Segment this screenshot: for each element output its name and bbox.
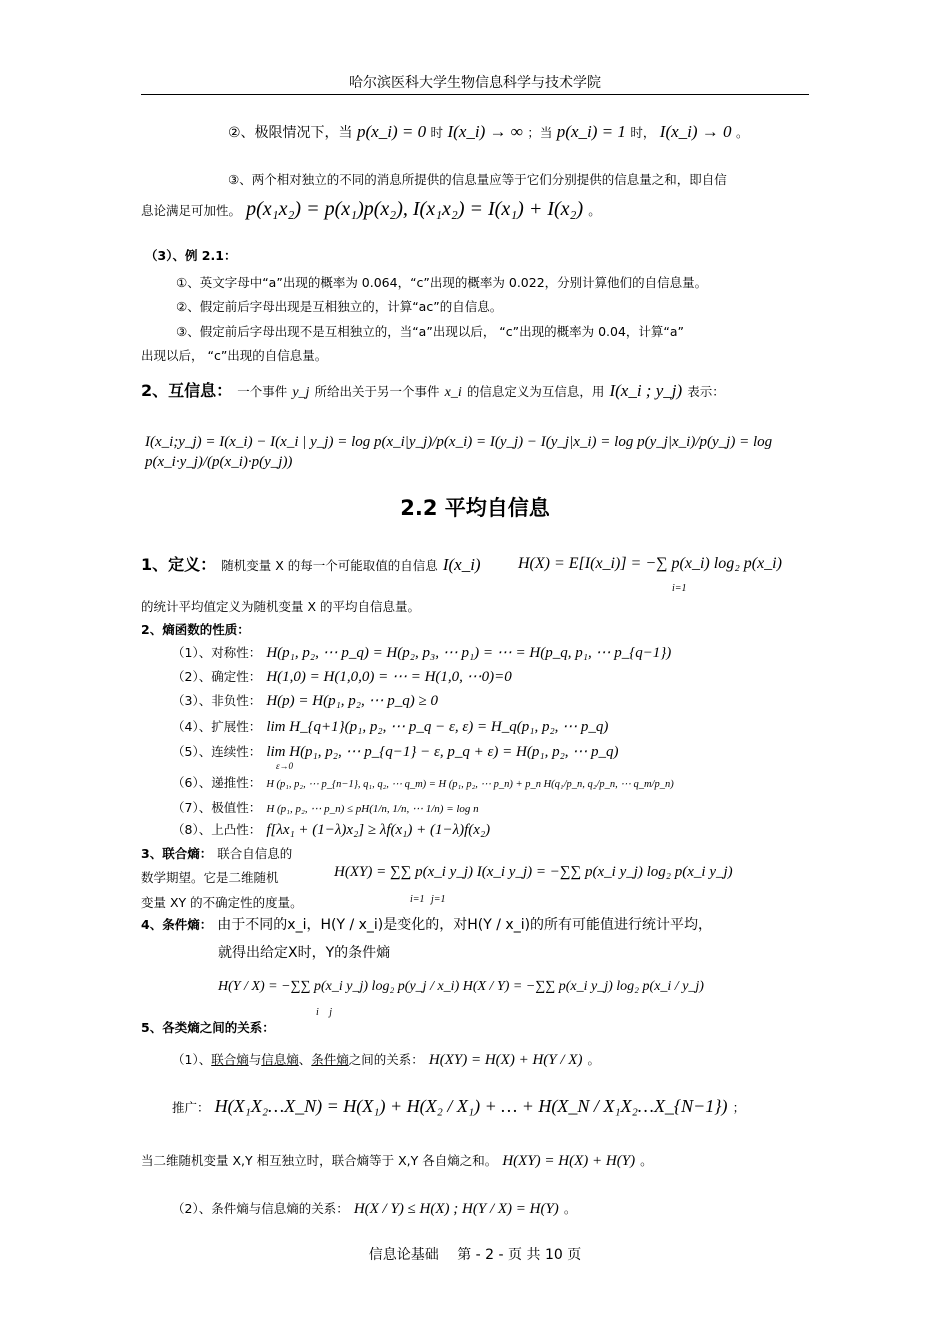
entropy-definition-formula: H(X) = E[I(x_i)] = −∑ p(x_i) log₂ p(x_i): [518, 555, 782, 572]
example-q2: ②、假定前后字母出现是互相独立的，计算“ac”的自信息。: [176, 299, 503, 314]
prop-formula: lim H(p₁, p₂, ⋯ p_{q−1} − ε, p_q + ε) = H(p₁, p₂, ⋯ p_q): [266, 744, 619, 760]
joint-entropy-line1: [141, 843, 292, 862]
entropy-prop-4: [172, 716, 608, 736]
definition-line: [141, 552, 481, 575]
prop-formula: H (p₁, p₂, ⋯ p_{n−1}, q₁, q₂, ⋯ q_m) = H (p₁, p₂, ⋯ p_n) + p_n H(q₁/p_n, q₂/p_n, ⋯ q_m/p_n): [266, 779, 674, 790]
formula: I(x_i) → ∞: [447, 122, 523, 141]
formula: H(XY) = H(X) + H(Y / X): [428, 1052, 583, 1068]
section-heading: 1、定义：: [141, 555, 217, 574]
formula: y_j: [292, 385, 310, 400]
text: 。: [736, 125, 749, 140]
header-divider: [141, 94, 809, 95]
prop-label: （1）、对称性：: [172, 645, 262, 660]
text: 。: [640, 1153, 653, 1168]
prop-label: （8）、上凸性：: [172, 822, 262, 837]
formula: p(x_i) = 1: [556, 122, 626, 141]
text: ②、极限情况下，当: [228, 125, 353, 141]
entropy-prop-7: [172, 797, 479, 816]
formula: I(x_i): [442, 555, 481, 574]
prop-formula: H(p) = H(p₁, p₂, ⋯ p_q) ≥ 0: [266, 693, 438, 709]
formula: I(x_i) → 0: [659, 122, 732, 141]
property-2-line: [228, 122, 749, 142]
text: 、: [298, 1052, 312, 1067]
joint-entropy-line3: 变量 XY 的不确定性的度量。: [141, 895, 303, 910]
prop-label: （7）、极值性：: [172, 800, 262, 815]
formula: H(X₁X₂…X_N) = H(X₁) + H(X₂ / X₁) + … + H(X_N / X₁X₂…X_{N−1}): [214, 1096, 728, 1116]
text: 时，: [630, 125, 656, 140]
joint-entropy-indices: i=1 j=1: [410, 894, 446, 905]
property-3-line1: ③、两个相对独立的不同的消息所提供的信息量应等于它们分别提供的信息量之和，即自信: [228, 172, 727, 187]
text: 。: [587, 1052, 601, 1067]
conditional-entropy-line2: 就得出给定X时，Y的条件熵: [218, 945, 391, 961]
text: 联合自信息的: [217, 846, 293, 861]
text: ；: [732, 1100, 746, 1115]
entropy-prop-1: [172, 642, 671, 662]
prop-label: （4）、扩展性：: [172, 719, 262, 734]
relation-1-line: [172, 1049, 600, 1069]
joint-entropy-formula: H(XY) = ∑∑ p(x_i y_j) I(x_i y_j) = −∑∑ p(x_i y_j) log₂ p(x_i y_j): [334, 864, 733, 880]
joint-entropy-line2: 数学期望。它是二维随机: [141, 870, 279, 885]
prop-label: （2）、确定性：: [172, 669, 262, 684]
entropy-props-title: 2、熵函数的性质：: [141, 622, 250, 637]
section-heading: 4、条件熵：: [141, 917, 213, 932]
text: 息论满足可加性。: [141, 203, 242, 218]
example-title: （3）、例 2.1：: [145, 248, 237, 263]
text: 由于不同的x_i，H(Y / x_i)是变化的，对H(Y / x_i)的所有可能值进行统计平均，: [217, 917, 713, 933]
text: 所给出关于另一个事件: [314, 384, 440, 399]
underlined-term: 条件熵: [311, 1052, 349, 1067]
entropy-prop-2: [172, 666, 512, 686]
example-q3-line2: 出现以后， “c”出现的自信息量。: [141, 348, 328, 363]
text: 。: [588, 203, 601, 218]
section-heading: 3、联合熵：: [141, 846, 213, 861]
definition-line2: 的统计平均值定义为随机变量 X 的平均自信息量。: [141, 599, 421, 614]
sum-index: i=1: [672, 583, 687, 594]
underlined-term: 联合熵: [211, 1052, 249, 1067]
example-q3-line1: ③、假定前后字母出现不是互相独立的，当“a”出现以后， “c”出现的概率为 0.04，计算“a”: [176, 324, 685, 339]
text: 之间的关系：: [348, 1052, 424, 1067]
text: ；当: [527, 125, 553, 140]
independence-line: [141, 1150, 653, 1170]
relations-title: 5、各类熵之间的关系：: [141, 1020, 275, 1035]
prop-formula: H(1,0) = H(1,0,0) = ⋯ = H(1,0, ⋯0)=0: [266, 669, 512, 685]
text: 时: [430, 125, 444, 140]
text: 一个事件: [237, 384, 288, 399]
text: 表示：: [687, 384, 725, 399]
text: 推广：: [172, 1100, 210, 1115]
prop-formula: H (p₁, p₂, ⋯ p_n) ≤ pH(1/n, 1/n, ⋯ 1/n) = log n: [266, 803, 479, 815]
conditional-entropy-indices: i j: [316, 1007, 333, 1018]
prop-label: （5）、连续性：: [172, 744, 262, 759]
entropy-prop-6: [172, 772, 674, 791]
formula: p(x_i) = 0: [357, 122, 427, 141]
text: （2）、条件熵与信息熵的关系：: [172, 1201, 349, 1216]
text: 随机变量 X 的每一个可能取值的自信息: [221, 558, 438, 573]
mutual-info-formula: I(x_i;y_j) = I(x_i) − I(x_i | y_j) = log p(x_i|y_j)/p(x_i) = I(y_j) − I(y_j|x_i) = log p(y_j|x_i)/p(y_j) = log p(x_i·y_j)/(p(x_i)·p(y_j)): [145, 434, 773, 470]
example-q1: ①、英文字母中“a”出现的概率为 0.064，“c”出现的概率为 0.022，分别计算他们的自信息量。: [176, 275, 708, 290]
formula: H(XY) = H(X) + H(Y): [502, 1153, 636, 1169]
mutual-info-line: [141, 378, 725, 401]
page-header: 哈尔滨医科大学生物信息科学与技术学院: [349, 75, 601, 91]
page-footer: 信息论基础 第 - 2 - 页 共 10 页: [368, 1247, 582, 1263]
generalization-line: [172, 1096, 745, 1117]
underlined-term: 信息熵: [261, 1052, 299, 1067]
section-title: 2.2 平均自信息: [400, 496, 550, 520]
prop-label: （3）、非负性：: [172, 693, 262, 708]
additivity-formula: p(x₁x₂) = p(x₁)p(x₂), I(x₁x₂) = I(x₁) + I(x₂): [246, 198, 584, 220]
prop-label: （6）、递推性：: [172, 775, 262, 790]
text: 的信息定义为互信息，用: [466, 384, 605, 399]
prop-formula: lim H_{q+1}(p₁, p₂, ⋯ p_q − ε, ε) = H_q(p₁, p₂, ⋯ p_q): [266, 719, 609, 735]
entropy-prop-3: [172, 690, 438, 710]
relation-2-line: [172, 1198, 576, 1218]
entropy-prop-8: [172, 819, 490, 839]
formula: x_i: [444, 385, 462, 400]
text: 当二维随机变量 X,Y 相互独立时，联合熵等于 X,Y 各自熵之和。: [141, 1153, 498, 1168]
conditional-entropy-formula: H(Y / X) = −∑∑ p(x_i y_j) log₂ p(y_j / x_i) H(X / Y) = −∑∑ p(x_i y_j) log₂ p(x_i / y_j): [218, 979, 704, 994]
formula: H(X / Y) ≤ H(X) ; H(Y / X) = H(Y): [353, 1201, 559, 1217]
prop-formula: H(p₁, p₂, ⋯ p_q) = H(p₂, p₃, ⋯ p₁) = ⋯ = H(p_q, p₁, ⋯ p_{q−1}): [266, 645, 672, 661]
text: 。: [563, 1201, 577, 1216]
property-3-line2: [141, 198, 601, 221]
continuity-limit-sub: ε→0: [276, 761, 294, 771]
conditional-entropy-line1: [141, 914, 712, 934]
formula: I(x_i ; y_j): [609, 381, 683, 400]
section-heading: 2、互信息：: [141, 381, 233, 400]
entropy-prop-5: [172, 741, 619, 761]
text: （1）、: [172, 1052, 212, 1067]
text: 与: [248, 1052, 262, 1067]
prop-formula: f[λx₁ + (1−λ)x₂] ≥ λf(x₁) + (1−λ)f(x₂): [266, 822, 491, 838]
